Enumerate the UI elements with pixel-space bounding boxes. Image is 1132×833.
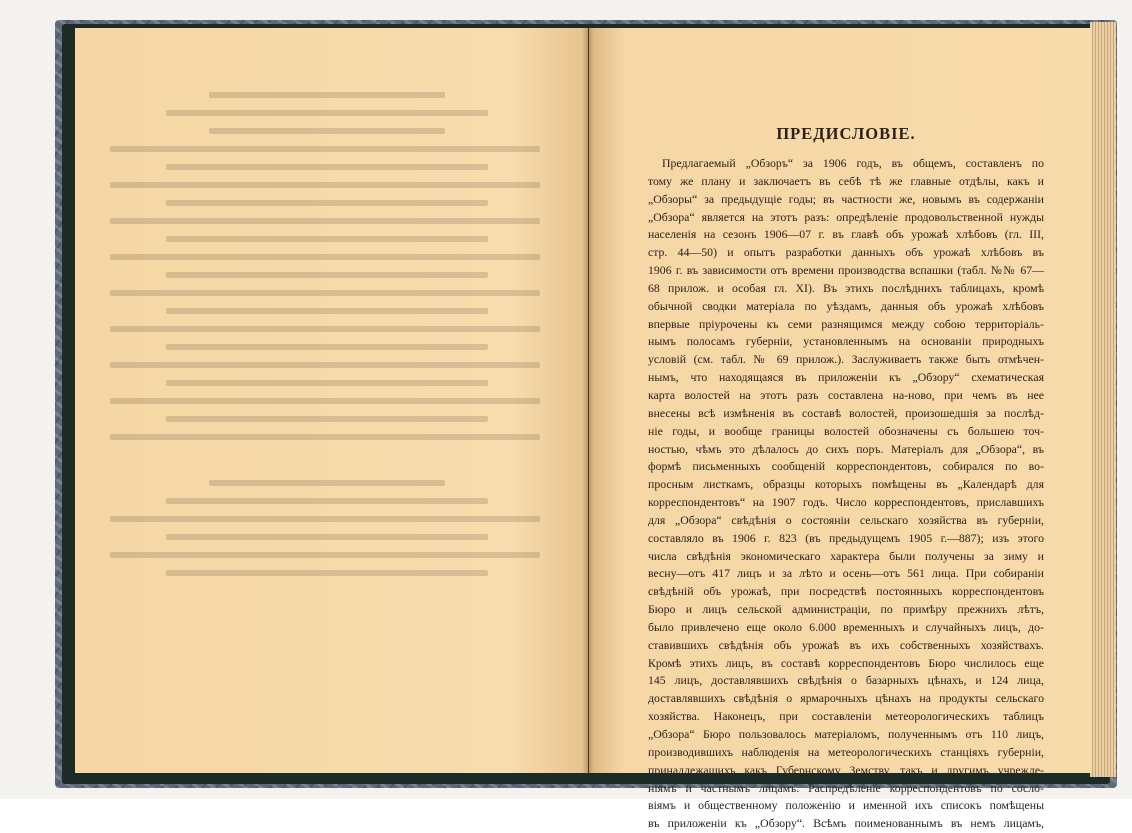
text-line: просным листкамъ, образцы которыхъ помѣщены въ „Календарѣ для (648, 477, 1044, 492)
preface-heading: ПРЕДИСЛОВІЕ. (776, 124, 916, 143)
text-line: доставлявшихъ свѣдѣнія о ярмарочныхъ цѣнахъ на продукты сельскаго (648, 691, 1044, 706)
text-line: числа свѣдѣнія экономическаго характера были получены за зиму и (648, 548, 1044, 563)
bleed-through-marks (110, 80, 540, 680)
text-line: для „Обзора“ свѣдѣнія о состояніи сельскаго хозяйства въ губерніи, (648, 512, 1044, 527)
text-line: Предлагаемый „Обзоръ“ за 1906 годъ, въ общемъ, составленъ по (662, 156, 1044, 170)
text-line: впервые пріурочены къ семи разнящимся между собою территоріаль- (648, 316, 1044, 331)
text-line: тому же плану и заключаетъ въ себѣ тѣ же главные отдѣлы, какъ и (648, 173, 1044, 188)
text-line: обычной сводки матеріала по уѣздамъ, данныя объ урожаѣ хлѣбовъ (648, 298, 1044, 313)
text-line: віямъ и общественному положенію и именной ихъ списокъ помѣщены (648, 798, 1044, 813)
text-line: „Обзора“ является на этотъ разъ: опредѣленіе продовольственной нужды (648, 209, 1044, 224)
text-line: 145 лицъ, доставлявшихъ свѣдѣнія о базарныхъ цѣнахъ, и 124 лица, (648, 673, 1044, 688)
text-line: населенія на сезонъ 1906—07 г. въ главѣ объ урожаѣ хлѣбовъ (гл. III, (648, 227, 1044, 242)
text-line: корреспондентовъ“ на 1907 годъ. Число корреспондентовъ, приславшихъ (648, 495, 1044, 510)
text-line: ставившихъ свѣдѣнія объ урожаѣ въ ихъ собственныхъ хозяйствахъ. (648, 637, 1044, 652)
text-line: внесены всѣ измѣненія въ составѣ волостей, произошедшія за послѣд- (648, 405, 1044, 420)
text-line: нымъ полосамъ губерніи, установленнымъ на основаніи природныхъ (648, 334, 1044, 349)
preface-text (648, 124, 1044, 833)
page-edges (1090, 22, 1116, 777)
text-line: условій (см. табл. № 69 прилож.). Заслуживаетъ также быть отмѣчен- (648, 352, 1044, 367)
text-line: свѣдѣній объ урожаѣ, при посредствѣ постоянныхъ корреспондентовъ (648, 584, 1044, 599)
text-line: „Обзоры“ за предыдущіе годы; въ частности же, новымъ въ содержаніи (648, 191, 1044, 206)
text-line: 1906 г. въ зависимости отъ времени производства вспашки (табл. №№ 67— (648, 263, 1044, 278)
text-line: Кромѣ этихъ лицъ, въ составѣ корреспондентовъ Бюро числилось еще (648, 655, 1044, 670)
text-line: составляло въ 1906 г. 823 (въ предыдущемъ 1905 г.—887); изъ этого (648, 530, 1044, 545)
text-line: формѣ письменныхъ сообщеній корреспондентовъ, собирался по во- (648, 459, 1044, 474)
text-line: карта волостей на этотъ разъ составлена на-ново, при чемъ въ нее (648, 387, 1044, 402)
text-line: весну—отъ 417 лицъ и за лѣто и осень—отъ 561 лица. При собираніи (648, 566, 1044, 581)
text-line: нымъ, что находящаяся въ приложеніи къ „Обзору“ схематическая (648, 370, 1044, 385)
book-gutter (582, 28, 594, 773)
text-line: ностью, чѣмъ это дѣлалось до сихъ поръ. Матеріалъ для „Обзора“, въ (648, 441, 1044, 456)
text-line: Бюро и лицъ сельской администраціи, по примѣру прежнихъ лѣтъ, (648, 602, 1044, 617)
preface-body (648, 155, 1044, 833)
text-line: ніе годы, и вообще границы волостей обозначены съ большею точ- (648, 423, 1044, 438)
text-line: „Обзора“ Бюро пользовалось матеріаломъ, полученнымъ отъ 110 лицъ, (648, 727, 1044, 741)
text-line: въ приложеніи къ „Обзору“. Всѣмъ поименованнымъ въ немъ лицамъ, (648, 816, 1044, 831)
text-line: производившихъ наблюденія на метеорологическихъ станціяхъ губерніи, (648, 744, 1044, 759)
text-line: стр. 44—50) и опытъ разработки данныхъ объ урожаѣ хлѣбовъ въ (648, 245, 1044, 260)
text-line: принадлежащихъ какъ Губернскому Земству, такъ и другимъ учрежде- (648, 762, 1044, 777)
text-line: было привлечено еще около 6.000 временныхъ и случайныхъ лицъ, до- (648, 619, 1044, 634)
text-line: ніямъ и частнымъ лицамъ. Распредѣленіе корреспондентовъ по сосло- (648, 780, 1044, 795)
text-line: хозяйства. Наконецъ, при составленіи метеорологическихъ таблицъ (648, 709, 1044, 724)
text-line: 68 прилож. и особая гл. XI). Въ этихъ послѣднихъ таблицахъ, кромѣ (648, 280, 1044, 295)
